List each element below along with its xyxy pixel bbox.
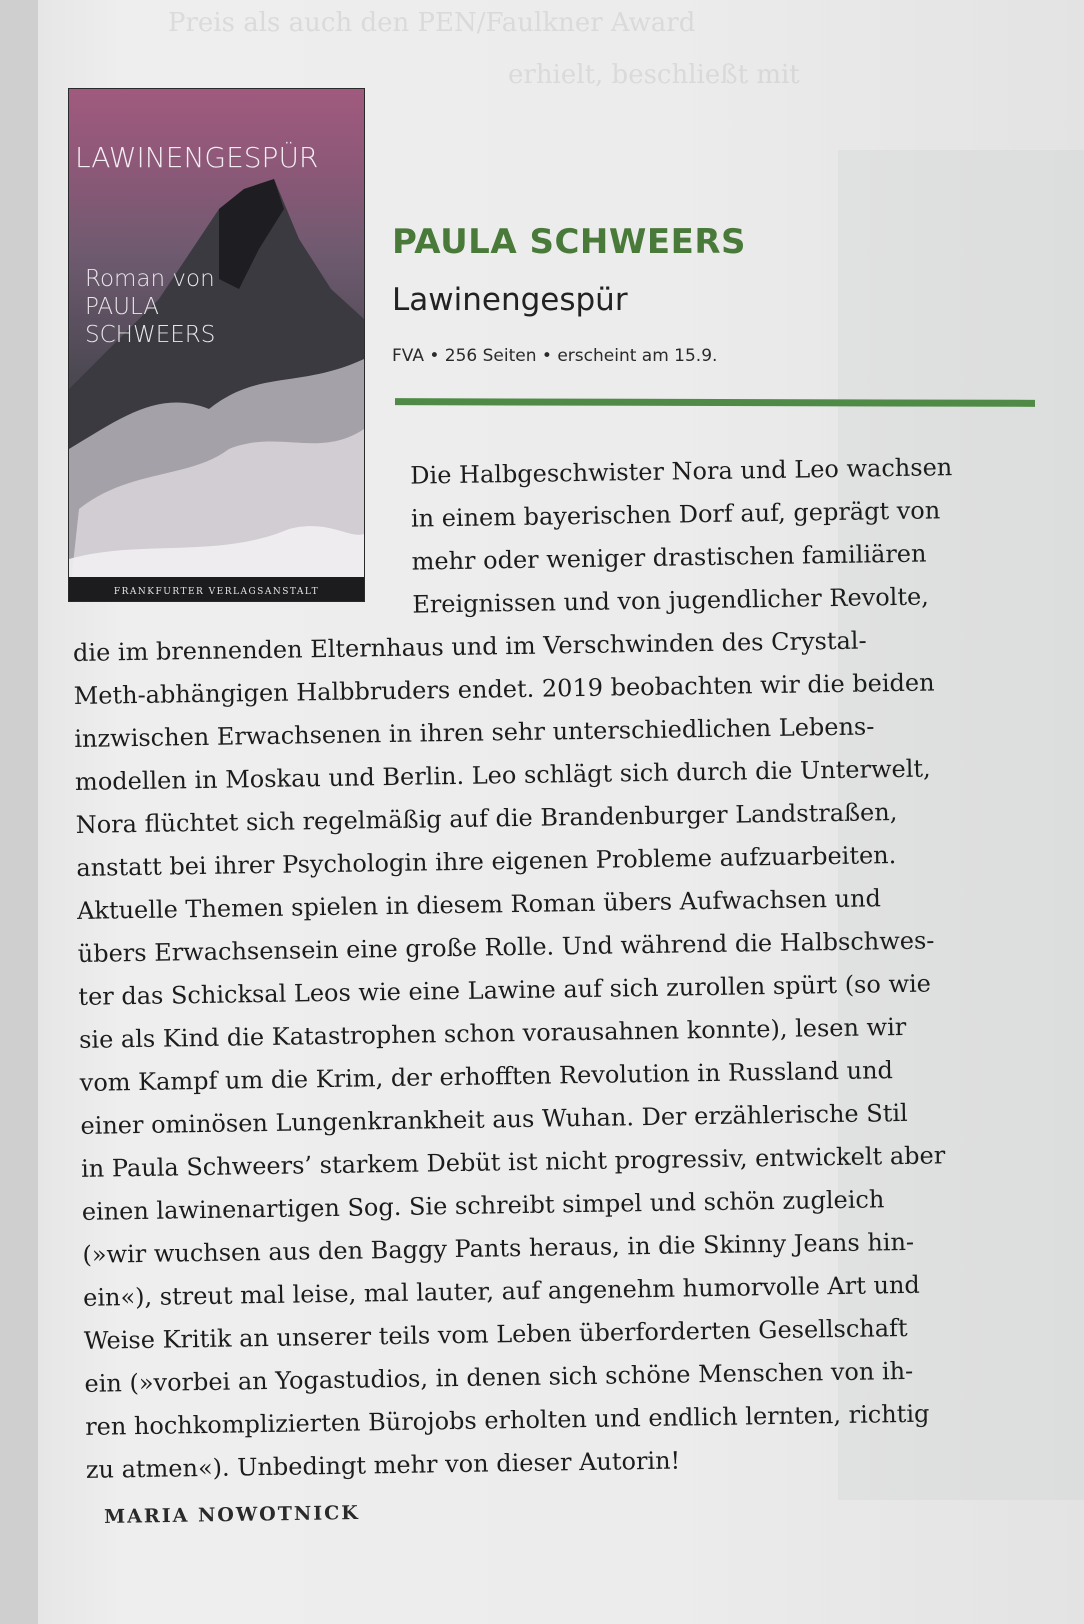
body-line: ren hochkomplizierten Bürojobs erholten und endlich lernten, richtig — [84, 1399, 930, 1441]
body-line: vom Kampf um die Krim, der erhofften Revolution in Russland und — [79, 1056, 894, 1097]
body-line: Weise Kritik an unserer teils vom Leben überforderten Gesellschaft — [83, 1313, 908, 1355]
body-line: übers Erwachsensein eine große Rolle. Und während die Halbschwes- — [77, 926, 935, 968]
book-meta: FVA • 256 Seiten • erscheint am 15.9. — [392, 346, 718, 366]
body-line: Die Halbgeschwister Nora und Leo wachsen — [410, 453, 953, 490]
cover-subtitle — [85, 265, 215, 349]
cover-publisher: FRANKFURTER VERLAGSANSTALT — [113, 587, 320, 597]
body-line: ein (»vorbei an Yogastudios, in denen sich schöne Menschen von ih- — [84, 1356, 914, 1398]
body-line: Aktuelle Themen spielen in diesem Roman übers Aufwachsen und — [76, 884, 882, 925]
body-line: sie als Kind die Katastrophen schon vorausahnen konnte), lesen wir — [78, 1012, 907, 1054]
body-line: ein«), streut mal leise, mal lauter, auf angenehm humorvolle Art und — [82, 1270, 920, 1312]
body-line: mehr oder weniger drastischen familiären — [411, 539, 927, 576]
show-through-text: Preis als auch den PEN/Faulkner Award — [168, 8, 696, 38]
body-line: einer ominösen Lungenkrankheit aus Wuhan. Der erzählerische Stil — [80, 1098, 908, 1140]
cover-subtitle-line: Roman von — [85, 266, 215, 292]
cover-subtitle-line: SCHWEERS — [85, 322, 216, 348]
body-line: in Paula Schweers’ starkem Debüt ist nicht progressiv, entwickelt aber — [80, 1141, 946, 1183]
body-line: einen lawinenartigen Sog. Sie schreibt simpel und schön zugleich — [81, 1185, 885, 1226]
body-line: Ereignissen und von jugendlicher Revolte, — [412, 582, 930, 619]
show-through-text: erhielt, beschließt mit — [508, 60, 800, 90]
body-line: anstatt bei ihrer Psychologin ihre eigenen Probleme aufzuarbeiten. — [76, 841, 897, 882]
body-line: zu atmen«). Unbedingt mehr von dieser Autorin! — [85, 1446, 681, 1484]
cover-subtitle-line: PAULA — [85, 294, 160, 320]
book-title: Lawinengespür — [392, 282, 628, 318]
review-body — [70, 445, 1071, 1492]
body-line: Meth-abhängigen Halbbruders endet. 2019 beobachten wir die beiden — [73, 668, 935, 710]
reviewer-byline: MARIA NOWOTNICK — [104, 1501, 360, 1528]
body-line: in einem bayerischen Dorf auf, geprägt von — [410, 496, 941, 533]
cover-title: LAWINENGESPÜR — [75, 141, 319, 174]
body-line: inzwischen Erwachsenen in ihren sehr unterschiedlichen Lebens- — [74, 712, 875, 753]
author-heading: PAULA SCHWEERS — [392, 222, 747, 262]
body-line: (»wir wuchsen aus den Baggy Pants heraus, in die Skinny Jeans hin- — [82, 1227, 915, 1269]
body-line: Nora flüchtet sich regelmäßig auf die Brandenburger Landstraßen, — [75, 798, 898, 839]
body-line: modellen in Moskau und Berlin. Leo schlägt sich durch die Unterwelt, — [74, 754, 931, 796]
body-line: die im brennenden Elternhaus und im Verschwinden des Crystal- — [72, 626, 867, 667]
body-line: ter das Schicksal Leos wie eine Lawine auf sich zurollen spürt (so wie — [78, 969, 932, 1011]
